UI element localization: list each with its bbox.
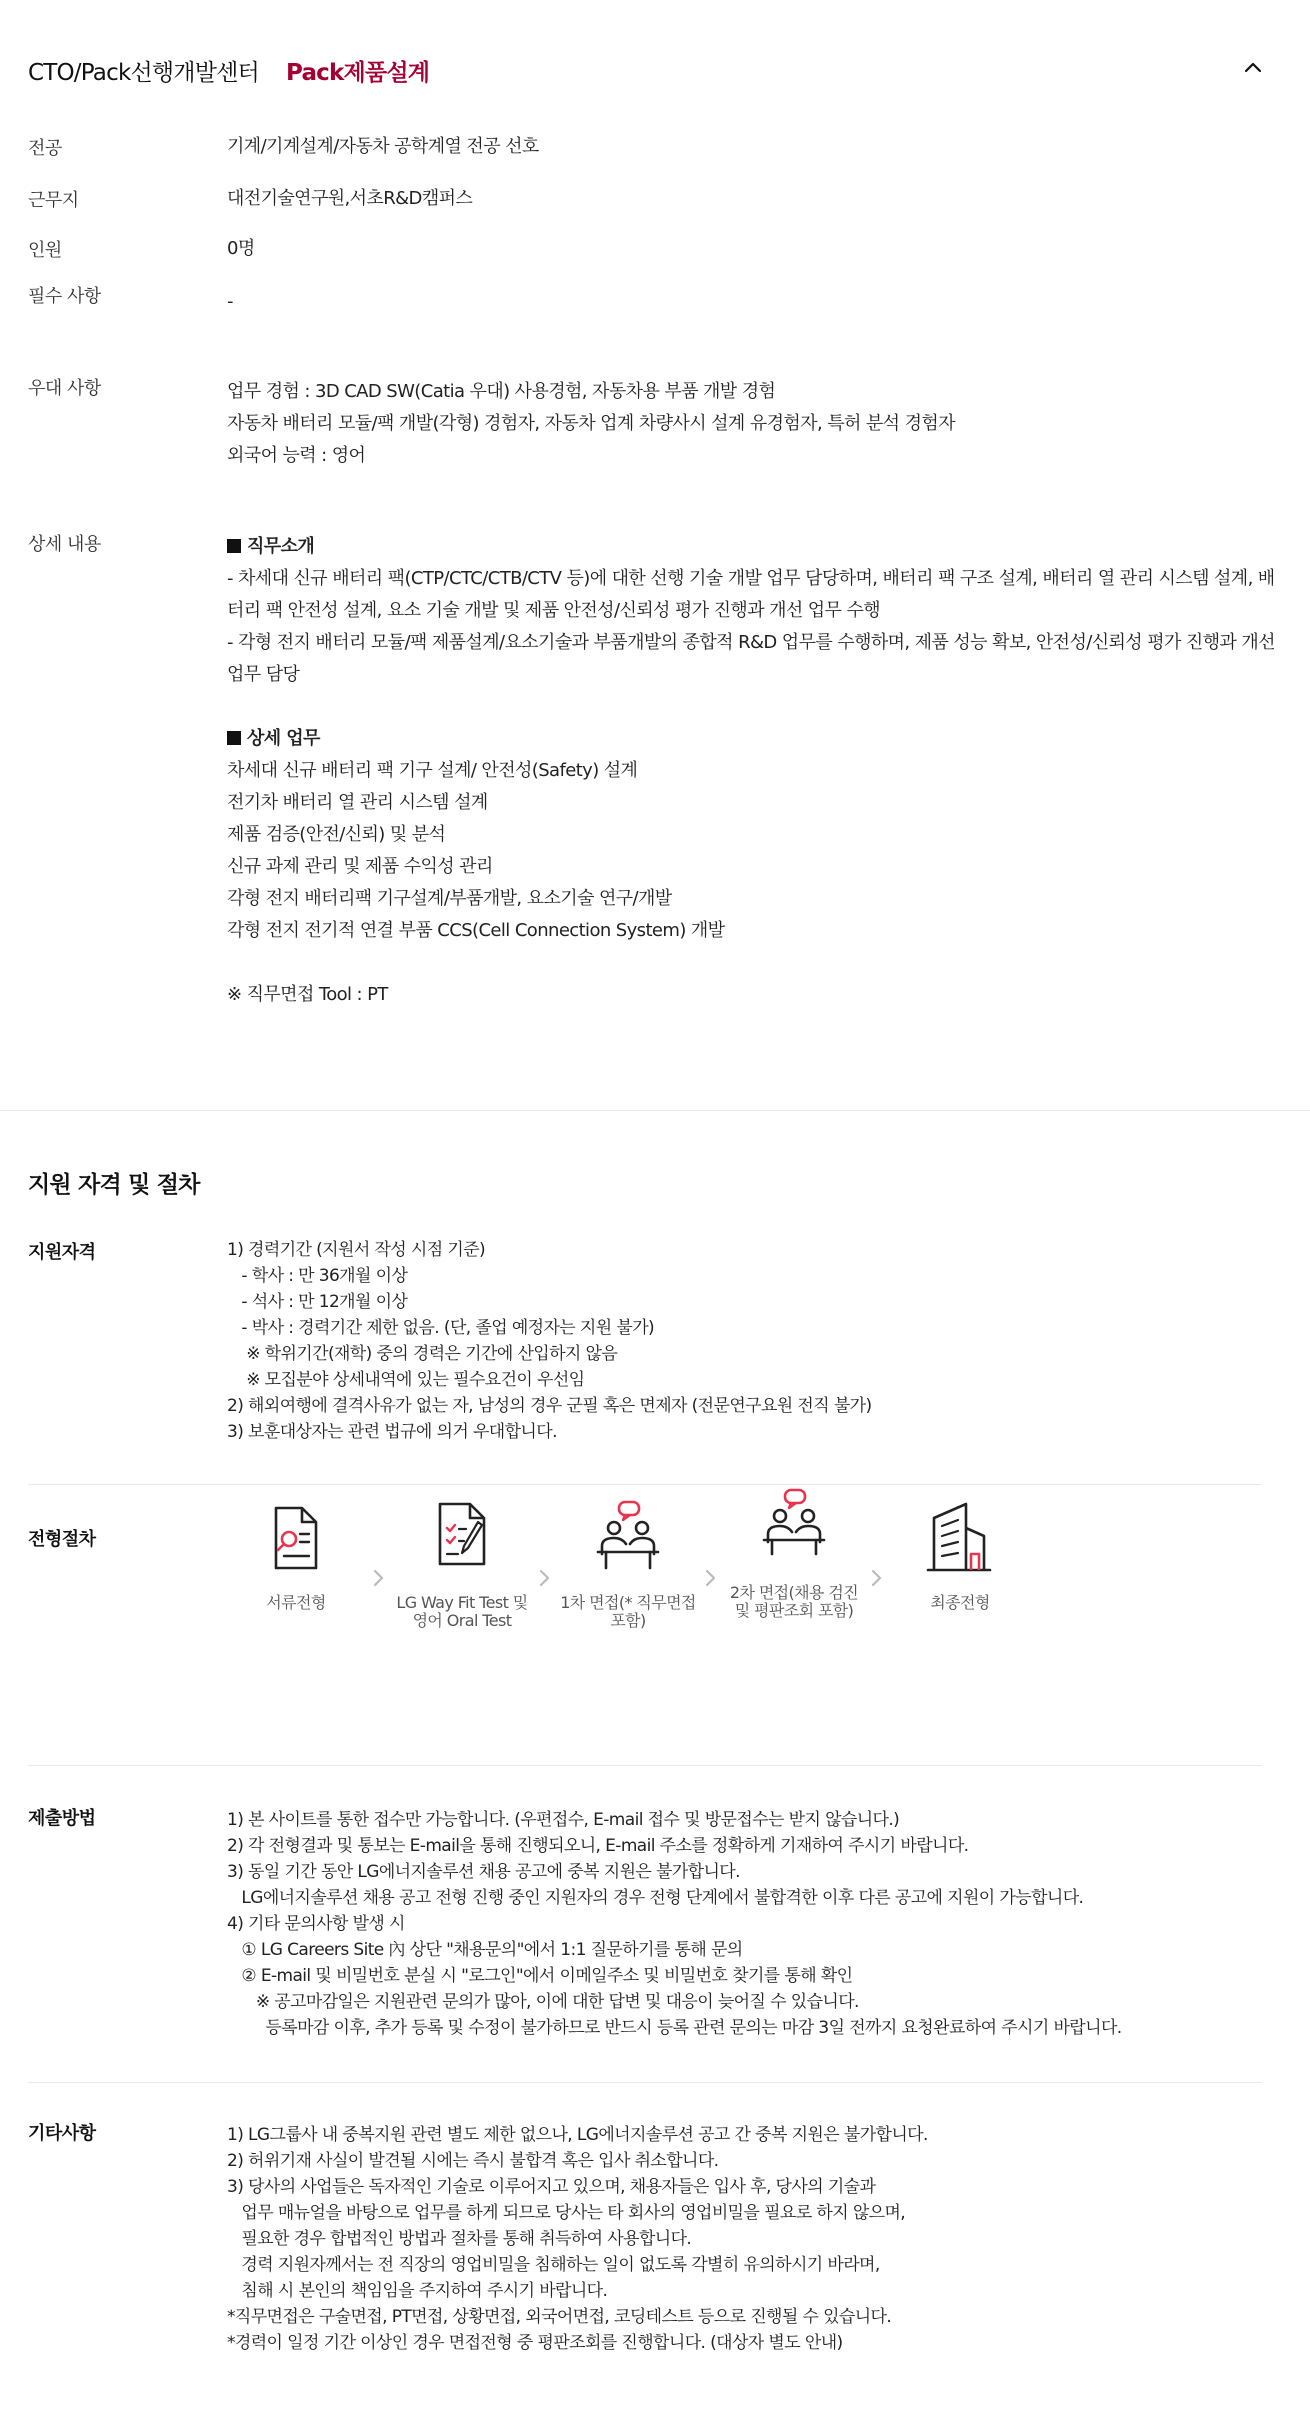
eligibility-label: 지원자격 [28, 1242, 96, 1263]
field-location [28, 186, 1268, 218]
list-item: 침해 시 본인의 책임임을 주지하여 주시기 바랍니다. [227, 2281, 608, 2301]
list-item: 2) 해외여행에 결격사유가 없는 자, 남성의 경우 군필 혹은 면제자 (전문연구요원 전직 불가) [227, 1396, 872, 1416]
list-item: - 각형 전지 배터리 모듈/팩 제품설계/요소기술과 부품개발의 종합적 R&D 업무를 수행하며, 제품 성능 확보, 안전성/신뢰성 평가 진행과 개선 업무 담당 [227, 632, 1275, 685]
list-item: 필요한 경우 합법적인 방법과 절차를 통해 취득하여 사용합니다. [227, 2229, 692, 2249]
process-step [228, 1498, 364, 1668]
list-item: - 박사 : 경력기간 제한 없음. (단, 졸업 예정자는 지원 불가) [227, 1318, 655, 1338]
list-item: - 석사 : 만 12개월 이상 [227, 1292, 408, 1312]
field-requirements [28, 282, 1268, 322]
field-label: 필수 사항 [28, 286, 101, 307]
checklist-pen-icon [422, 1498, 502, 1578]
list-item: - 학사 : 만 36개월 이상 [227, 1266, 408, 1286]
step-label: 1차 면접(* 직무면접 포함) [560, 1593, 696, 1630]
list-item: *직무면접은 구술면접, PT면접, 상황면접, 외국어면접, 코딩테스트 등으로 진행될 수 있습니다. [227, 2307, 892, 2327]
role-heading: 직무소개 [227, 531, 1289, 563]
interview-second-icon [754, 1486, 834, 1566]
list-item: 3) 당사의 사업들은 독자적인 기술로 이루어지고 있으며, 채용자들은 입사 후, 당사의 기술과 [227, 2177, 876, 2197]
square-bullet-icon [227, 731, 241, 745]
details-content [227, 531, 1289, 1011]
step-label: LG Way Fit Test 및 영어 Oral Test [396, 1593, 528, 1630]
field-preferred [28, 374, 1268, 484]
list-item: 1) 경력기간 (지원서 작성 시점 기준) [227, 1240, 486, 1260]
process-step [394, 1498, 530, 1668]
collapse-toggle-button[interactable] [1238, 52, 1268, 82]
row-divider [28, 1484, 1262, 1485]
field-value: - [227, 291, 233, 312]
job-header [28, 50, 1268, 90]
chevron-right-icon [369, 1566, 389, 1590]
list-item: ※ 모집분야 상세내역에 있는 필수요건이 우선임 [227, 1370, 585, 1390]
list-item: ※ 공고마감일은 지원관련 문의가 많아, 이에 대한 답변 및 대응이 늦어질 수 있습니다. [227, 1992, 859, 2012]
list-item: 등록마감 이후, 추가 등록 및 수정이 불가하므로 반드시 등록 관련 문의는 마감 3일 전까지 요청완료하여 주시기 바랍니다. [227, 2018, 1122, 2038]
interview-note: ※ 직무면접 Tool : PT [227, 984, 388, 1005]
chevron-up-icon [1238, 52, 1268, 82]
list-item: 각형 전지 전기적 연결 부품 CCS(Cell Connection System) 개발 [227, 920, 725, 941]
list-item: LG에너지솔루션 채용 공고 전형 진행 중인 지원자의 경우 전형 단계에서 불합격한 이후 다른 공고에 지원이 가능합니다. [227, 1888, 1084, 1908]
others-row [28, 2119, 1268, 2399]
department-name: CTO/Pack선행개발센터 [28, 60, 259, 86]
list-item: ① LG Careers Site 內 상단 "채용문의"에서 1:1 질문하기를 통해 문의 [227, 1940, 743, 1960]
list-item: 3) 보훈대상자는 관련 법규에 의거 우대합니다. [227, 1422, 557, 1442]
field-label: 인원 [28, 240, 62, 261]
step-label: 2차 면접(채용 검진 및 평판조회 포함) [729, 1583, 859, 1620]
preferred-list [227, 376, 1289, 472]
square-bullet-icon [227, 539, 241, 553]
row-divider [28, 1765, 1262, 1766]
list-item: ※ 학위기간(재학) 중의 경력은 기간에 산입하지 않음 [227, 1344, 618, 1364]
field-details [28, 530, 1275, 1020]
others-label: 기타사항 [28, 2123, 96, 2144]
list-item: ② E-mail 및 비밀번호 분실 시 "로그인"에서 이메일주소 및 비밀번호 찾기를 통해 확인 [227, 1966, 853, 1986]
list-item: 경력 지원자께서는 전 직장의 영업비밀을 침해하는 일이 없도록 각별히 유의하시기 바라며, [227, 2255, 880, 2275]
list-item: 전기차 배터리 열 관리 시스템 설계 [227, 792, 488, 813]
row-divider [28, 2082, 1262, 2083]
field-headcount [28, 236, 1268, 268]
chevron-right-icon [867, 1566, 887, 1590]
section-divider [0, 1110, 1310, 1111]
list-item: 신규 과제 관리 및 제품 수익성 관리 [227, 856, 493, 877]
submission-label: 제출방법 [28, 1808, 96, 1829]
field-value: 기계/기계설계/자동차 공학계열 전공 선호 [227, 136, 539, 157]
others-list [227, 2122, 1289, 2356]
list-item: 업무 경험 : 3D CAD SW(Catia 우대) 사용경험, 자동차용 부품 개발 경험 [227, 381, 776, 402]
field-label: 우대 사항 [28, 378, 101, 399]
eligibility-list [227, 1237, 1289, 1445]
process-step [560, 1498, 696, 1668]
list-item: 1) LG그룹사 내 중복지원 관련 별도 제한 없으나, LG에너지솔루션 공고 간 중복 지원은 불가합니다. [227, 2125, 928, 2145]
field-label: 상세 내용 [28, 534, 101, 555]
process-step [892, 1498, 1028, 1668]
list-item: 3) 동일 기간 동안 LG에너지솔루션 채용 공고에 중복 지원은 불가합니다. [227, 1862, 740, 1882]
step-label: 서류전형 [266, 1593, 326, 1612]
field-value: 0명 [227, 238, 255, 259]
list-item: 4) 기타 문의사항 발생 시 [227, 1914, 405, 1934]
section-title: 지원 자격 및 절차 [28, 1172, 200, 1198]
list-item: 각형 전지 배터리팩 기구설계/부품개발, 요소기술 연구/개발 [227, 888, 672, 909]
submission-list [227, 1807, 1289, 2041]
chevron-right-icon [701, 1566, 721, 1590]
eligibility-row [28, 1238, 1268, 1448]
list-item: 2) 허위기재 사실이 발견될 시에는 즉시 불합격 혹은 입사 취소합니다. [227, 2151, 719, 2171]
building-icon [920, 1498, 1000, 1578]
list-item: - 차세대 신규 배터리 팩(CTP/CTC/CTB/CTV 등)에 대한 선행 기술 개발 업무 담당하며, 배터리 팩 구조 설계, 배터리 열 관리 시스템 설계, 배터리 팩 안전성 설계, 요소 기술 개발 및 제품 안전성/신뢰성 평가 진행과 개선 업무 수행 [227, 568, 1275, 621]
field-value: 대전기술연구원,서초R&D캠퍼스 [227, 188, 473, 209]
list-item: 1) 본 사이트를 통한 접수만 가능합니다. (우편접수, E-mail 접수 및 방문접수는 받지 않습니다.) [227, 1810, 900, 1830]
process-label: 전형절차 [28, 1529, 96, 1550]
list-item: 제품 검증(안전/신뢰) 및 분석 [227, 824, 446, 845]
process-steps [228, 1498, 988, 1668]
process-step [726, 1498, 862, 1668]
field-label: 전공 [28, 138, 62, 159]
duty-heading: 상세 업무 [227, 723, 1289, 755]
list-item: 자동차 배터리 모듈/팩 개발(각형) 경험자, 자동차 업계 차량사시 설계 유경험자, 특허 분석 경험자 [227, 413, 955, 434]
list-item: 외국어 능력 : 영어 [227, 445, 366, 466]
list-item: 차세대 신규 배터리 팩 기구 설계/ 안전성(Safety) 설계 [227, 760, 638, 781]
team-name: Pack제품설계 [286, 60, 430, 86]
interview-first-icon [588, 1498, 668, 1578]
submission-row [28, 1804, 1268, 2044]
step-label: 최종전형 [930, 1593, 990, 1612]
document-search-icon [256, 1498, 336, 1578]
field-major [28, 134, 1268, 166]
list-item: *경력이 일정 기간 이상인 경우 면접전형 중 평판조회를 진행합니다. (대상자 별도 안내) [227, 2333, 843, 2353]
list-item: 업무 매뉴얼을 바탕으로 업무를 하게 되므로 당사는 타 회사의 영업비밀을 필요로 하지 않으며, [227, 2203, 906, 2223]
chevron-right-icon [535, 1566, 555, 1590]
field-label: 근무지 [28, 190, 79, 211]
list-item: 2) 각 전형결과 및 통보는 E-mail을 통해 진행되오니, E-mail 주소를 정확하게 기재하여 주시기 바랍니다. [227, 1836, 969, 1856]
